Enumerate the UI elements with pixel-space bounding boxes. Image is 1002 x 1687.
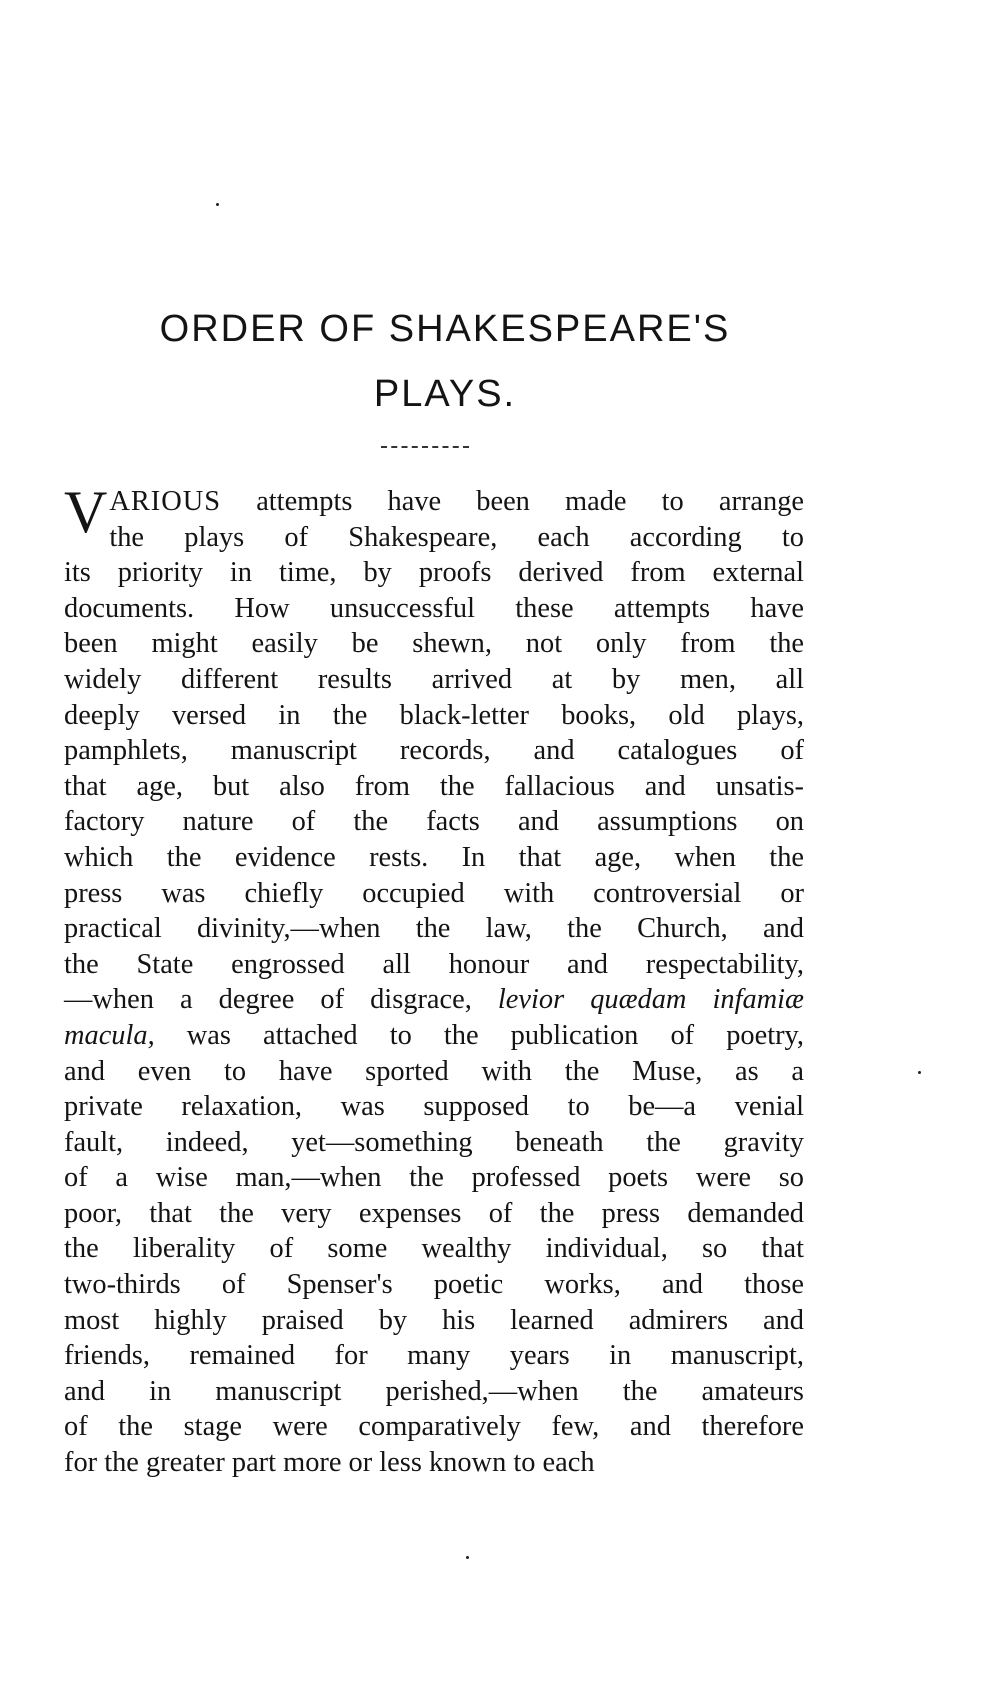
drop-cap: V	[64, 479, 108, 545]
text-line: its priority in time, by proofs derived from external	[64, 557, 804, 589]
text-line: practical divinity,—when the law, the Church, and	[64, 913, 804, 945]
text-line: pamphlets, manuscript records, and catalogues of	[64, 735, 804, 767]
text-line: widely different results arrived at by men, all	[64, 663, 804, 695]
text-line: fault, indeed, yet—something beneath the gravity	[64, 1126, 804, 1158]
text-line: documents. How unsuccessful these attempts have	[64, 592, 804, 624]
text-line: of the stage were comparatively few, and therefore	[64, 1411, 804, 1443]
text-line: that age, but also from the fallacious and unsatis-	[64, 770, 804, 802]
text-segment: —when a degree of disgrace,	[64, 984, 472, 1016]
ornamental-rule	[381, 446, 469, 448]
text-line: factory nature of the facts and assumptions on	[64, 806, 804, 838]
text-segment: was attached to the publication of poetry,	[154, 1019, 804, 1051]
text-line: press was chiefly occupied with controversial or	[64, 877, 804, 909]
page-speck	[216, 203, 219, 206]
text-line: and in manuscript perished,—when the amateurs	[64, 1375, 804, 1407]
text-line: deeply versed in the black-letter books, old plays,	[64, 699, 804, 731]
text-line: most highly praised by his learned admirers and	[64, 1304, 804, 1336]
text-line: the plays of Shakespeare, each according to	[109, 521, 804, 553]
text-line: been might easily be shewn, not only from the	[64, 628, 804, 660]
text-line	[64, 484, 804, 520]
text-line: of a wise man,—when the professed poets were so	[64, 1162, 804, 1194]
text-line	[64, 982, 804, 1018]
text-line-content: attempts have been made to arrange	[221, 486, 804, 517]
latin-phrase: macula,	[64, 1019, 155, 1051]
text-line: which the evidence rests. In that age, when the	[64, 841, 804, 873]
text-line: the State engrossed all honour and respectability,	[64, 948, 804, 980]
text-line: private relaxation, was supposed to be—a venial	[64, 1091, 804, 1123]
first-word: ARIOUS	[109, 486, 222, 517]
text-line: the liberality of some wealthy individual, so that	[64, 1233, 804, 1265]
latin-phrase: levior quædam infamiæ	[497, 984, 804, 1016]
text-line: poor, that the very expenses of the press demanded	[64, 1197, 804, 1229]
body-paragraph	[64, 479, 804, 1481]
page-speck	[466, 1556, 469, 1559]
text-line: for the greater part more or less known to each	[64, 1447, 595, 1479]
page-speck	[918, 1071, 921, 1074]
text-line: friends, remained for many years in manuscript,	[64, 1340, 804, 1372]
chapter-title-line-2: PLAYS.	[373, 373, 517, 415]
text-line: two-thirds of Spenser's poetic works, and those	[64, 1269, 804, 1301]
chapter-title-line-1: ORDER OF SHAKESPEARE'S	[159, 308, 731, 350]
text-line	[64, 1018, 804, 1054]
text-line: and even to have sported with the Muse, as a	[64, 1055, 804, 1087]
